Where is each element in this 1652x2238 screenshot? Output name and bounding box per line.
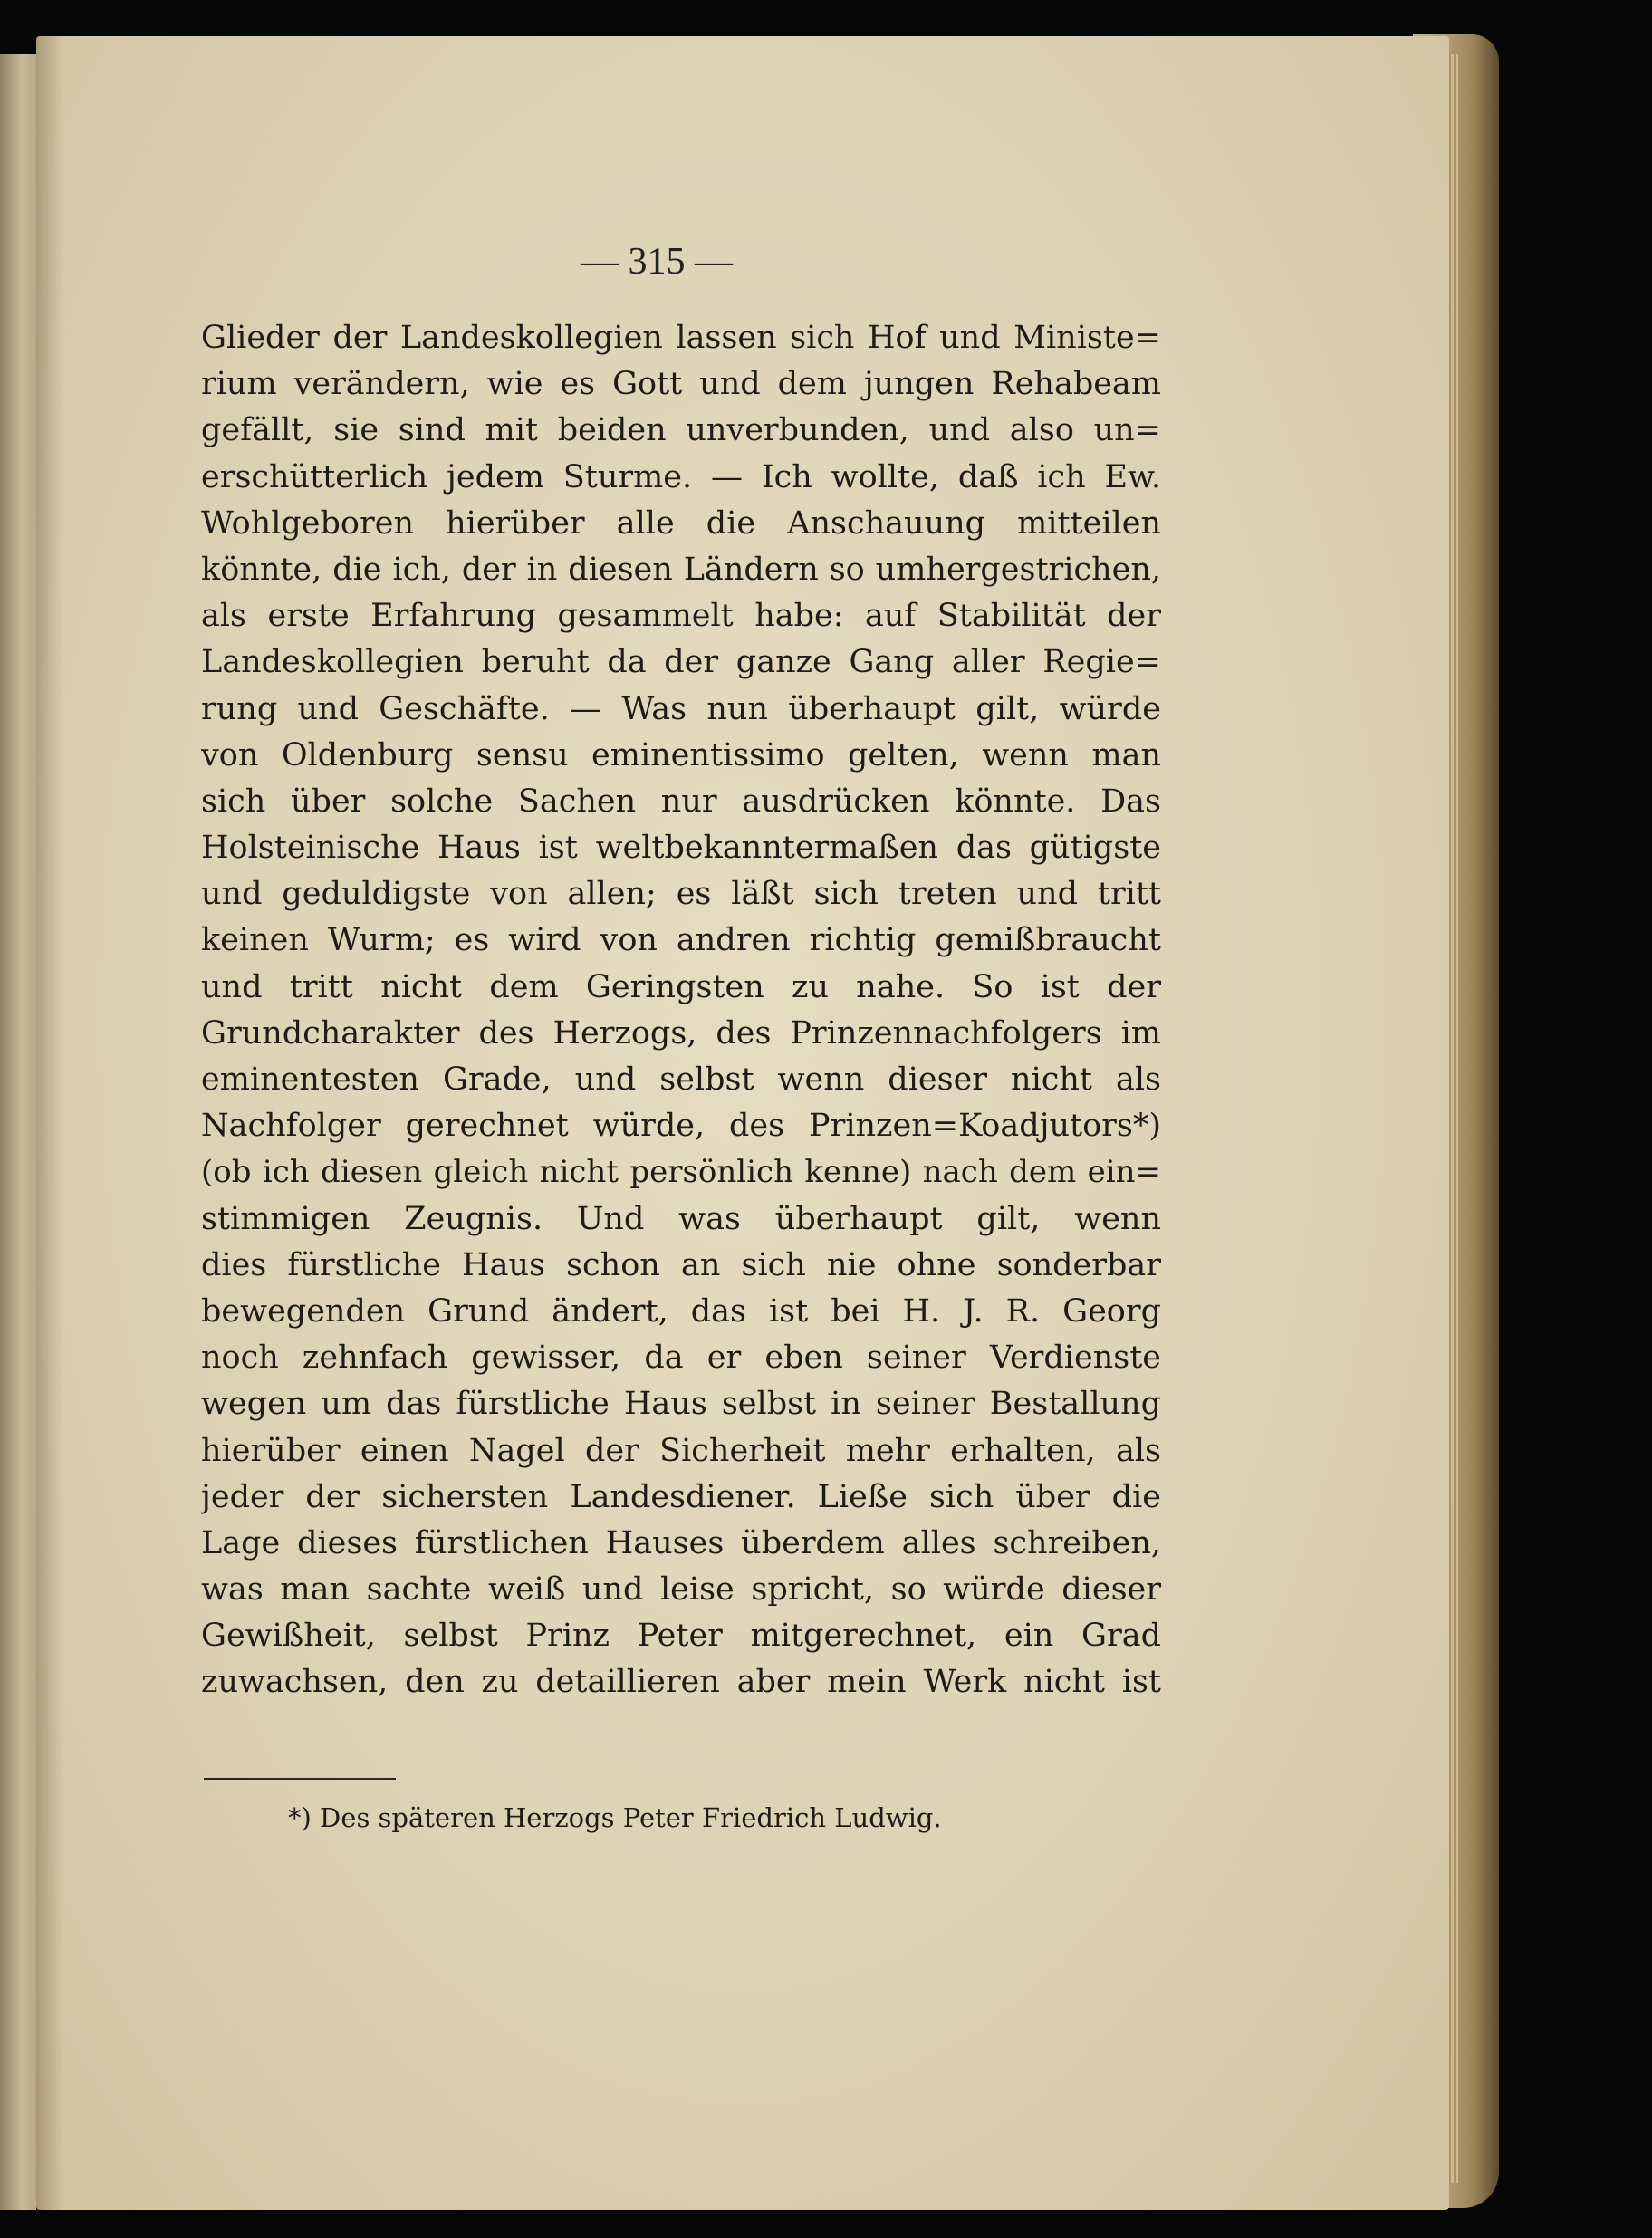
- text-line: wegen um das fürstliche Haus selbst in seiner Bestallung: [201, 1386, 1161, 1423]
- text-line: Landeskollegien beruht da der ganze Gang aller Regie=: [201, 644, 1161, 681]
- text-line: Lage dieses fürstlichen Hauses überdem alles schreiben,: [201, 1524, 1161, 1561]
- text-line: Nachfolger gerechnet würde, des Prinzen=Koadjutors*): [201, 1108, 1161, 1145]
- text-line: (ob ich diesen gleich nicht persönlich kenne) nach dem ein=: [201, 1154, 1161, 1191]
- text-line: und tritt nicht dem Geringsten zu nahe. So ist der: [201, 968, 1161, 1005]
- text-line: bewegenden Grund ändert, das ist bei H. J. R. Georg: [201, 1292, 1161, 1330]
- text-line: Grundcharakter des Herzogs, des Prinzennachfolgers im: [201, 1014, 1161, 1052]
- text-line: von Oldenburg sensu eminentissimo gelten, wenn man: [201, 736, 1161, 773]
- text-line: dies fürstliche Haus schon an sich nie ohne sonderbar: [201, 1246, 1161, 1283]
- footnote: *) Des späteren Herzogs Peter Friedrich Ludwig.: [288, 1802, 942, 1833]
- text-line: zuwachsen, den zu detaillieren aber mein Werk nicht ist: [201, 1664, 1161, 1701]
- text-line: rium verändern, wie es Gott und dem jungen Rehabeam: [201, 366, 1161, 403]
- left-page-edge: [0, 54, 36, 2210]
- text-line: noch zehnfach gewisser, da er eben seiner Verdienste: [201, 1340, 1161, 1377]
- text-line: und geduldigste von allen; es läßt sich treten und tritt: [201, 876, 1161, 913]
- text-line: könnte, die ich, der in diesen Ländern so umhergestrichen,: [201, 551, 1161, 588]
- text-line: Holsteinische Haus ist weltbekanntermaßen das gütigste: [201, 830, 1161, 867]
- body-text: [201, 315, 1161, 1706]
- text-line: gefällt, sie sind mit beiden unverbunden, und also un=: [201, 412, 1161, 449]
- gutter-shadow: [36, 36, 63, 2210]
- page-number: — 315 —: [581, 241, 733, 283]
- text-line: erschütterlich jedem Sturme. — Ich wollte, daß ich Ew.: [201, 458, 1161, 495]
- text-line: hierüber einen Nagel der Sicherheit mehr erhalten, als: [201, 1432, 1161, 1469]
- text-line: Wohlgeboren hierüber alle die Anschauung mitteilen: [201, 504, 1161, 542]
- text-line: als erste Erfahrung gesammelt habe: auf Stabilität der: [201, 598, 1161, 635]
- footnote-rule: [204, 1778, 396, 1780]
- text-line: Glieder der Landeskollegien lassen sich Hof und Ministe=: [201, 320, 1161, 356]
- text-line: keinen Wurm; es wird von andren richtig gemißbraucht: [201, 922, 1161, 959]
- text-line: jeder der sichersten Landesdiener. Ließe sich über die: [201, 1478, 1161, 1515]
- text-line: rung und Geschäfte. — Was nun überhaupt gilt, würde: [201, 690, 1161, 727]
- text-line: eminentesten Grade, und selbst wenn dieser nicht als: [201, 1061, 1161, 1098]
- text-line: was man sachte weiß und leise spricht, so würde dieser: [201, 1571, 1161, 1609]
- text-line: Gewißheit, selbst Prinz Peter mitgerechnet, ein Grad: [201, 1618, 1161, 1655]
- text-line: stimmigen Zeugnis. Und was überhaupt gilt, wenn: [201, 1200, 1161, 1237]
- text-line: sich über solche Sachen nur ausdrücken könnte. Das: [201, 783, 1161, 820]
